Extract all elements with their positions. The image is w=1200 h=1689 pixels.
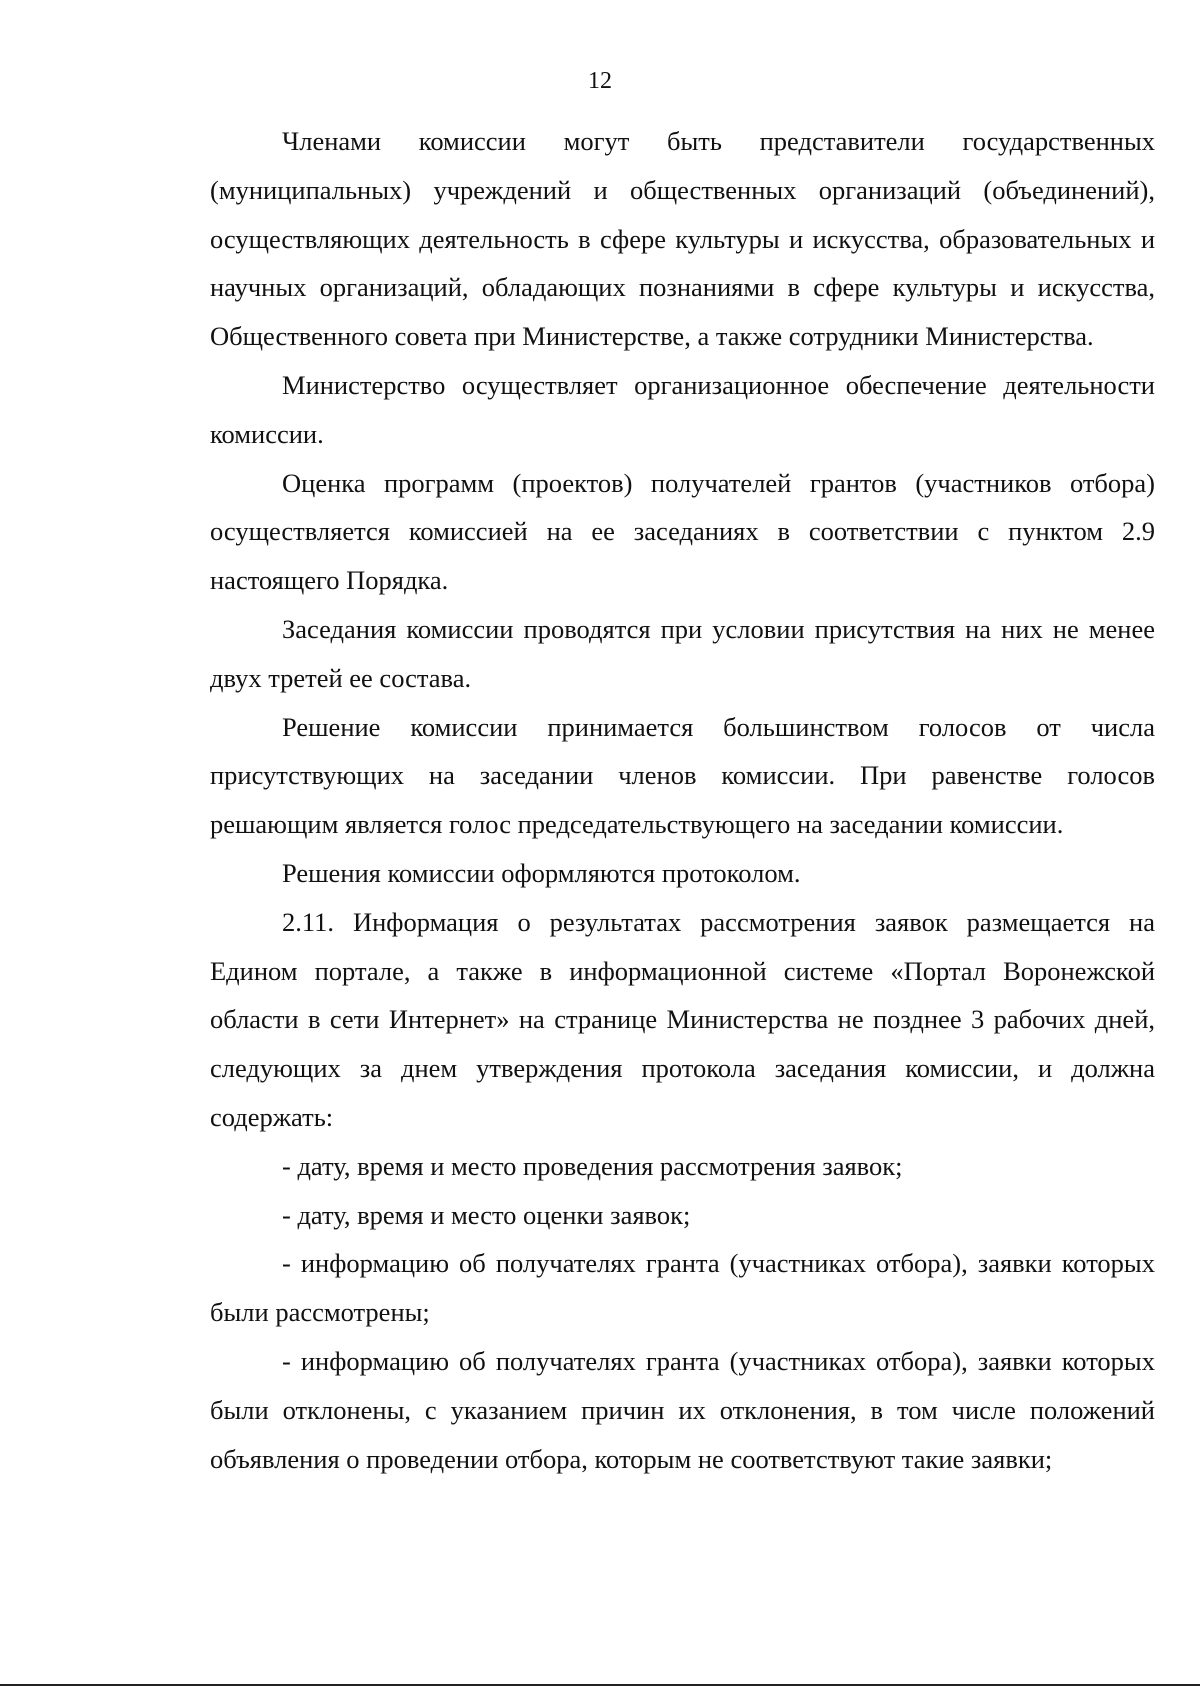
paragraph-decision-protocol: Решения комиссии оформляются протоколом.	[282, 857, 801, 888]
paragraph-ministry-support: Министерство осуществляет организационное обеспечение деятельности комиссии.	[210, 369, 1155, 449]
document-body	[210, 117, 1155, 1483]
paragraph-commission-members: Членами комиссии могут быть представители государственных (муниципальных) учреждений и общественных организаций (объединений), осуществляющих деятельность в сфере культуры и искусства, образовательных и научных организаций, обладающих познаниями в сфере культуры и искусства, Общественного совета при Министерстве, а также сотрудники Министерства.	[210, 126, 1155, 352]
list-item-reviewed-applicants: - информацию об получателях гранта (участниках отбора), заявки которых были рассмотрены;	[210, 1248, 1155, 1328]
paragraph-results-publication: 2.11. Информация о результатах рассмотрения заявок размещается на Едином портале, а также в информационной системе «Портал Воронежской области в сети Интернет» на странице Министерства не позднее 3 рабочих дней, следующих за днем утверждения протокола заседания комиссии, и должна содержать:	[210, 906, 1155, 1132]
paragraph-decision-voting: Решение комиссии принимается большинством голосов от числа присутствующих на заседании членов комиссии. При равенстве голосов решающим является голос председательствующего на заседании комиссии.	[210, 711, 1155, 840]
list-item-rejected-applicants: - информацию об получателях гранта (участниках отбора), заявки которых были отклонены, с указанием причин их отклонения, в том числе положений объявления о проведении отбора, которым не соответствуют такие заявки;	[210, 1345, 1155, 1474]
paragraph-program-evaluation: Оценка программ (проектов) получателей грантов (участников отбора) осуществляется комиссией на ее заседаниях в соответствии с пунктом 2.9 настоящего Порядка.	[210, 467, 1155, 596]
list-item-review-date: - дату, время и место проведения рассмотрения заявок;	[282, 1150, 903, 1181]
list-item-evaluation-date: - дату, время и место оценки заявок;	[282, 1199, 691, 1230]
paragraph-meeting-quorum: Заседания комиссии проводятся при условии присутствия на них не менее двух третей ее состава.	[210, 613, 1155, 693]
page-number: 12	[588, 68, 612, 94]
bottom-rule	[0, 1684, 1200, 1686]
